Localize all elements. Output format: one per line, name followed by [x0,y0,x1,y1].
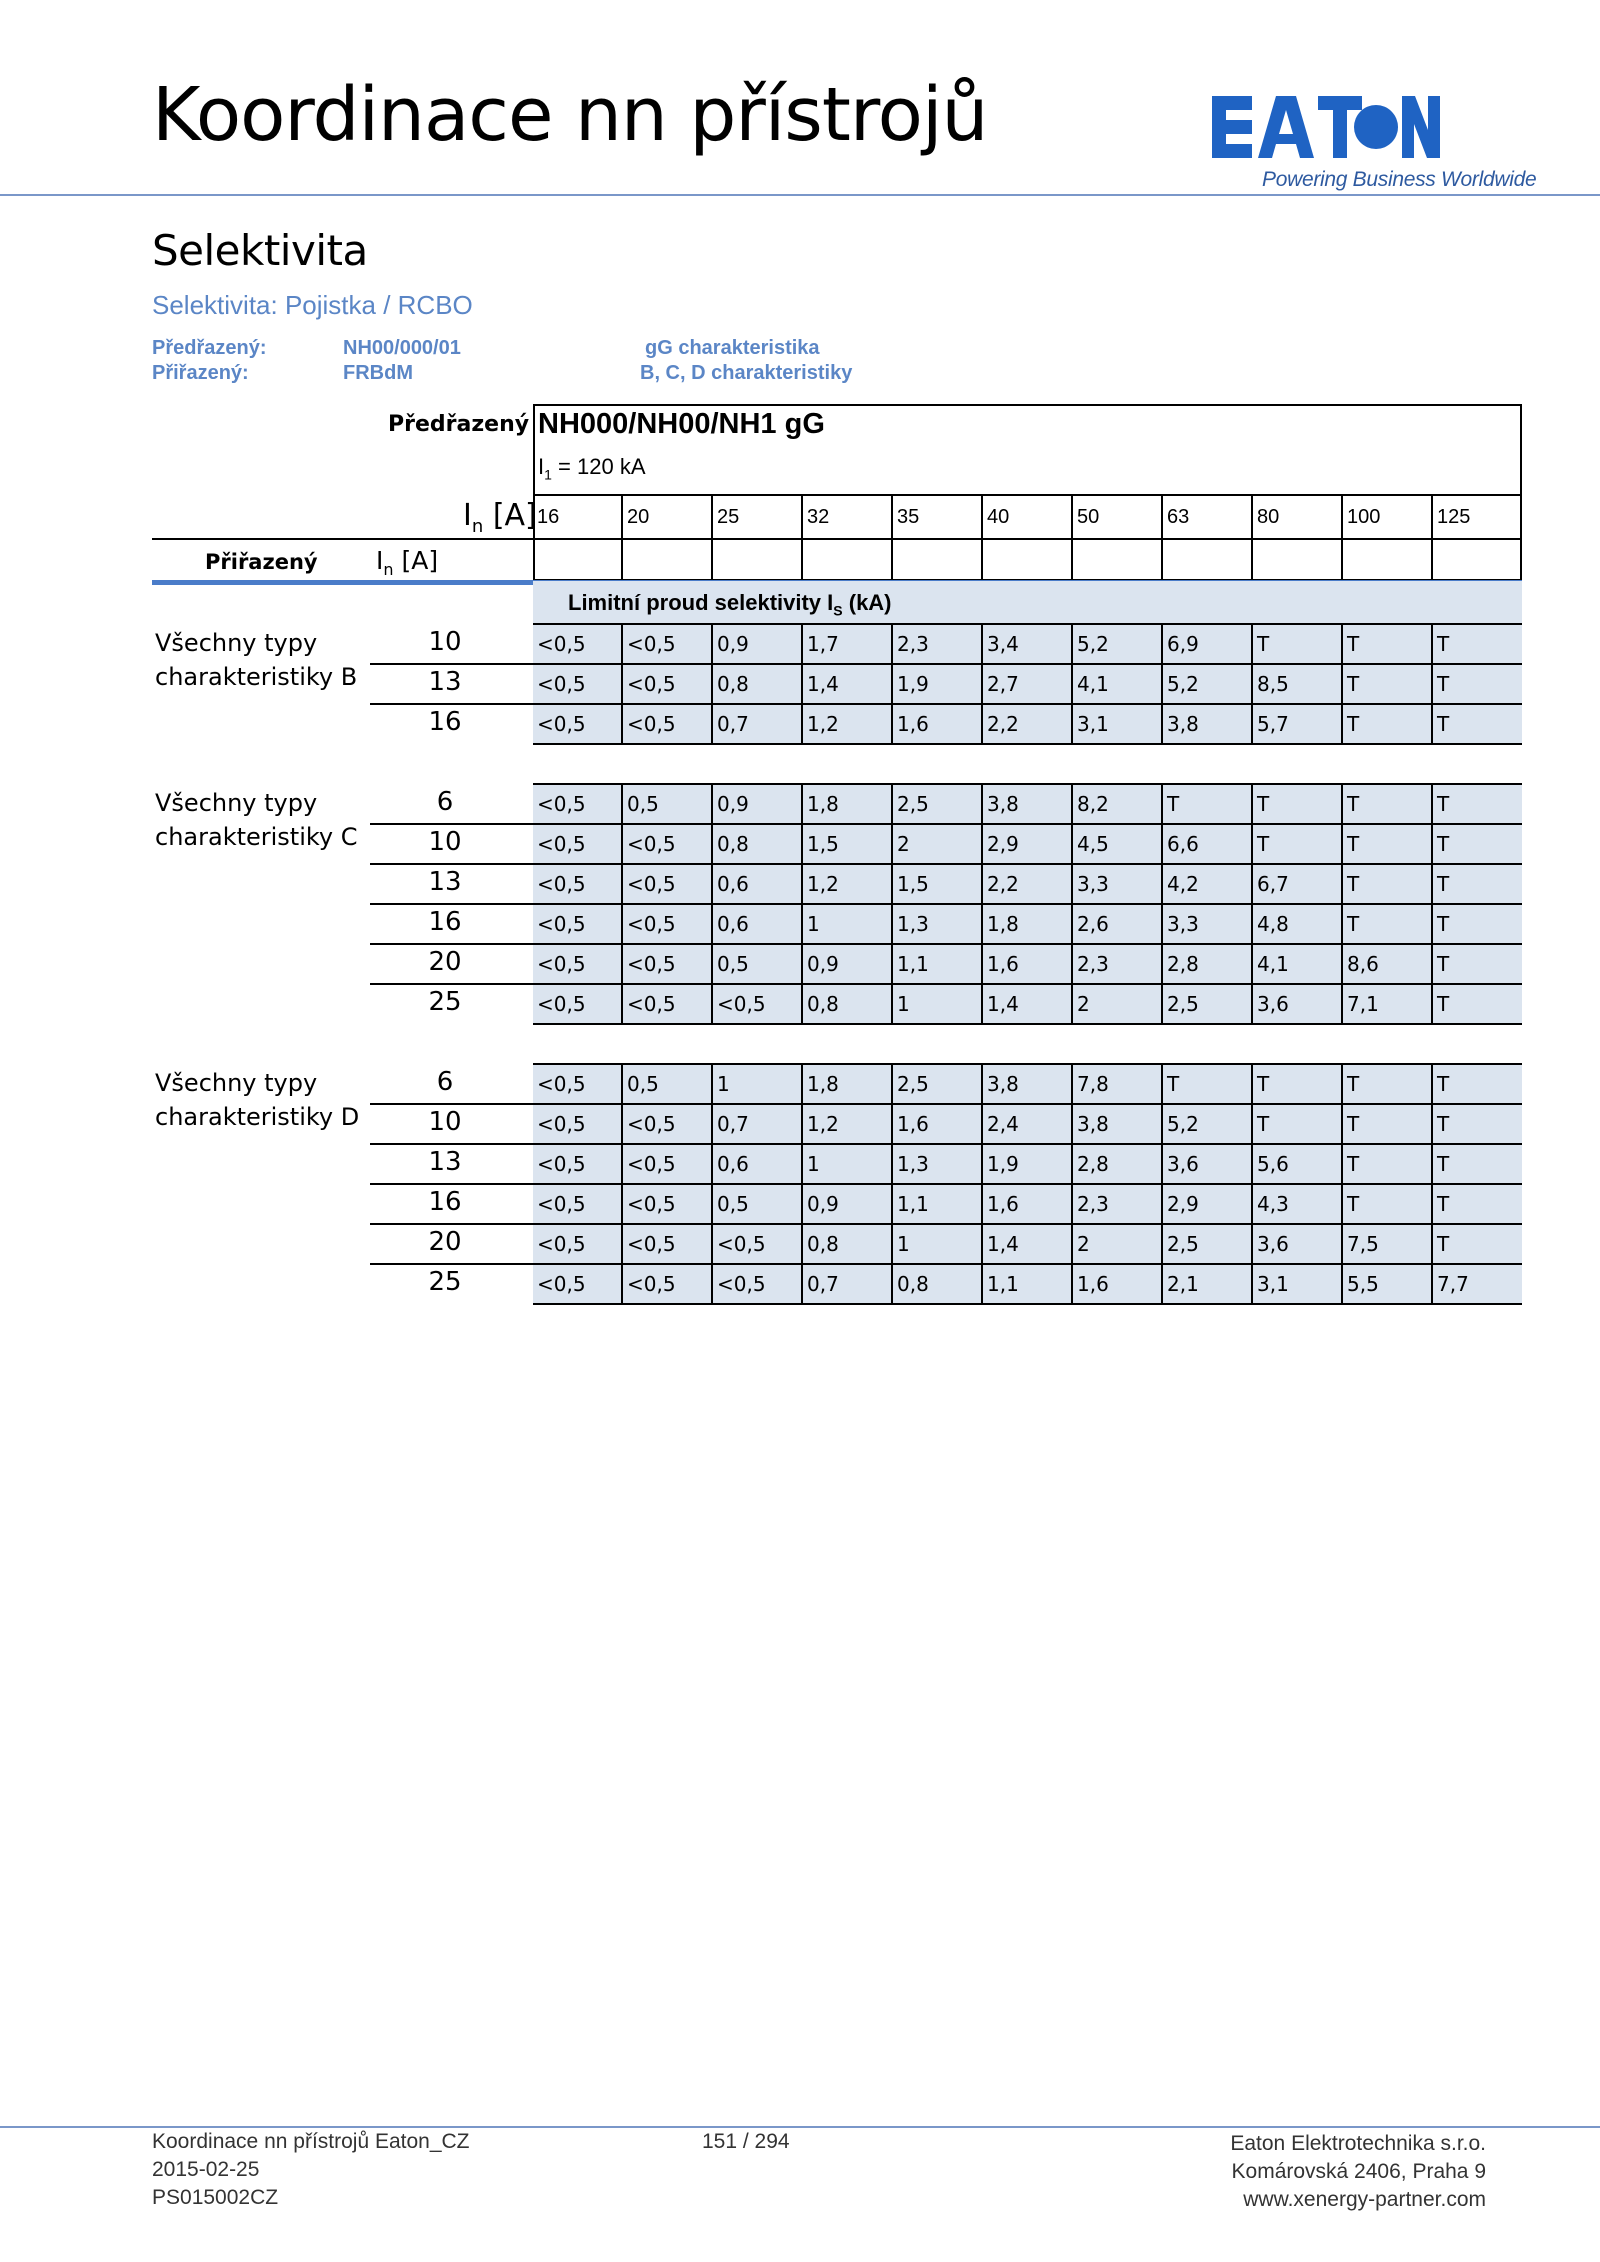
footer-date: 2015-02-25 [152,2158,260,2181]
selectivity-cell: <0,5 [623,1185,713,1223]
selectivity-cell: 6,7 [1253,865,1343,903]
selectivity-cell: 0,6 [713,1145,803,1183]
selectivity-cell: 0,7 [713,1105,803,1143]
selectivity-cell: 1,2 [803,1105,893,1143]
selectivity-cell: 0,5 [623,785,713,823]
selectivity-cell: <0,5 [533,865,623,903]
selectivity-cell: 1,4 [983,1225,1073,1263]
selectivity-cell: 0,9 [713,785,803,823]
selectivity-cell: 1,6 [1073,1265,1163,1303]
selectivity-cell: 3,6 [1163,1145,1253,1183]
selectivity-cell: 1,5 [893,865,983,903]
selectivity-cell: 1,8 [803,785,893,823]
downstream-rating-label: 16 [428,1187,462,1217]
selectivity-cell: 2,6 [1073,905,1163,943]
downstream-rating-label: 25 [428,987,462,1017]
group-label-line2: charakteristiky B [155,663,358,691]
table-row [533,1143,1522,1183]
selectivity-cell: 1,9 [983,1145,1073,1183]
selectivity-cell: 3,4 [983,625,1073,663]
selectivity-cell: 2,3 [1073,1185,1163,1223]
selectivity-cell: 2,5 [1163,1225,1253,1263]
table-row [533,1103,1522,1143]
row-divider [370,823,533,825]
row-divider [370,1183,533,1185]
selectivity-cell: T [1437,792,1450,816]
row-divider [370,863,533,865]
selectivity-cell: <0,5 [623,705,713,743]
selectivity-cell: T [1343,785,1433,823]
selectivity-cell: T [1343,1105,1433,1143]
selectivity-cell: 0,8 [713,665,803,703]
selectivity-cell: 1,8 [983,905,1073,943]
selectivity-cell: <0,5 [623,1225,713,1263]
selectivity-cell: 2,1 [1163,1265,1253,1303]
upstream-rating-cell: 35 [893,496,983,538]
selectivity-cell: <0,5 [533,665,623,703]
selectivity-cell: <0,5 [623,905,713,943]
selectivity-cell: 0,7 [713,705,803,743]
selectivity-cell: T [1253,1105,1343,1143]
selectivity-cell: <0,5 [623,625,713,663]
downstream-rating-label: 13 [428,867,462,897]
selectivity-cell: T [1437,1192,1450,1216]
group-label-line1: Všechny typy [155,789,318,817]
selectivity-cell: 0,9 [803,945,893,983]
selectivity-cell: T [1343,865,1433,903]
selectivity-cell: 4,8 [1253,905,1343,943]
downstream-rating-label: 10 [428,827,462,857]
selectivity-cell: 5,7 [1253,705,1343,743]
selectivity-cell: 5,2 [1163,1105,1253,1143]
downstream-column-header: Přiřazený [205,550,318,574]
selectivity-cell: 3,8 [983,785,1073,823]
selectivity-cell: <0,5 [533,905,623,943]
blank-cell [983,540,1073,581]
table-row [533,1223,1522,1263]
table-row [533,623,1522,663]
downstream-in-label: $I_n$ [A] [376,546,439,579]
selectivity-cell: 0,7 [803,1265,893,1303]
row-divider [370,1143,533,1145]
blank-cell [1253,540,1343,581]
selectivity-cell: 1 [713,1065,803,1103]
table-row [533,663,1522,703]
footer-address: Komárovská 2406, Praha 9 [1231,2160,1486,2183]
blank-cell [1163,540,1253,581]
selectivity-cell: T [1253,825,1343,863]
selectivity-cell: T [1343,1145,1433,1183]
selectivity-cell: 0,6 [713,865,803,903]
selectivity-cell: 2,2 [983,705,1073,743]
selectivity-cell: <0,5 [533,1265,623,1303]
selectivity-cell: 2,4 [983,1105,1073,1143]
upstream-value: NH00/000/01 [343,337,461,359]
selectivity-cell: 1 [803,905,893,943]
selectivity-cell: 5,2 [1073,625,1163,663]
table-row [533,943,1522,983]
upstream-column-header: Předřazený [388,412,530,437]
selectivity-cell: <0,5 [533,1145,623,1183]
table-row [533,703,1522,745]
selectivity-cell: T [1343,665,1433,703]
table-row [533,1263,1522,1305]
selectivity-cell: 2,5 [893,1065,983,1103]
selectivity-cell: 7,5 [1343,1225,1433,1263]
page-title: Koordinace nn přístrojů [152,72,988,158]
upstream-rating-cell: 32 [803,496,893,538]
selectivity-cell: <0,5 [623,865,713,903]
upstream-characteristic: gG charakteristika [645,337,820,359]
selectivity-cell: 1,5 [803,825,893,863]
selectivity-cell: 3,1 [1253,1265,1343,1303]
table-row [533,863,1522,903]
row-divider [370,1263,533,1265]
downstream-rating-label: 16 [428,907,462,937]
selectivity-cell: 1,9 [893,665,983,703]
downstream-rating-label: 20 [428,1227,462,1257]
selectivity-cell: 2,5 [893,785,983,823]
selectivity-cell: <0,5 [533,985,623,1023]
table-row [533,823,1522,863]
logo-tagline: Powering Business Worldwide [1262,168,1537,191]
selectivity-cell: 5,2 [1163,665,1253,703]
selectivity-cell: <0,5 [533,785,623,823]
selectivity-cell: 1,7 [803,625,893,663]
group-label-line1: Všechny typy [155,1069,318,1097]
selectivity-cell: 0,8 [803,1225,893,1263]
header-divider [0,194,1600,196]
selectivity-cell: T [1437,1112,1450,1136]
selectivity-cell: 1,3 [893,1145,983,1183]
row-divider [370,943,533,945]
selectivity-cell: <0,5 [713,1265,803,1303]
selectivity-cell: <0,5 [623,985,713,1023]
section-title: Selektivita [152,226,368,275]
downstream-rating-label: 10 [428,1107,462,1137]
selectivity-cell: 1,3 [893,905,983,943]
selectivity-cell: 2 [1073,1225,1163,1263]
selectivity-cell: 1,4 [803,665,893,703]
selectivity-cell: T [1437,832,1450,856]
selectivity-cell: 1,1 [893,945,983,983]
downstream-rating-label: 16 [428,707,462,737]
selectivity-cell: 1,1 [983,1265,1073,1303]
selectivity-cell: 0,6 [713,905,803,943]
selectivity-cell: 4,3 [1253,1185,1343,1223]
selectivity-cell: T [1437,632,1450,656]
selectivity-cell: 8,2 [1073,785,1163,823]
table-row [533,1063,1522,1103]
selectivity-cell: 7,8 [1073,1065,1163,1103]
blank-cell [803,540,893,581]
selectivity-cell: 4,2 [1163,865,1253,903]
row-divider [370,903,533,905]
selectivity-cell: T [1437,992,1450,1016]
selectivity-cell: T [1163,785,1253,823]
selectivity-cell: 0,8 [713,825,803,863]
selectivity-cell: T [1343,905,1433,943]
selectivity-cell: T [1253,625,1343,663]
selectivity-cell: T [1437,672,1450,696]
selectivity-cell: 1,6 [983,945,1073,983]
selectivity-cell: T [1343,625,1433,663]
selectivity-cell: <0,5 [533,825,623,863]
selectivity-cell: T [1343,1185,1433,1223]
selectivity-cell: 7,1 [1343,985,1433,1023]
blank-cell [893,540,983,581]
downstream-rating-label: 6 [436,1067,454,1097]
selectivity-cell: T [1163,1065,1253,1103]
selectivity-cell: 6,9 [1163,625,1253,663]
selectivity-cell: 7,7 [1437,1272,1469,1296]
downstream-rating-label: 20 [428,947,462,977]
selectivity-cell: 0,9 [803,1185,893,1223]
upstream-rating-cell: 16 [533,496,623,538]
selectivity-cell: 1,2 [803,865,893,903]
upstream-rating-cell: 20 [623,496,713,538]
selectivity-cell: 3,6 [1253,985,1343,1023]
selectivity-cell: <0,5 [713,985,803,1023]
selectivity-cell: 1,8 [803,1065,893,1103]
subsection-title: Selektivita: Pojistka / RCBO [152,290,473,320]
upstream-rating-cell: 40 [983,496,1073,538]
selectivity-cell: 2,8 [1163,945,1253,983]
selectivity-cell: 2,2 [983,865,1073,903]
upstream-device: NH000/NH00/NH1 gG [538,408,825,440]
selectivity-cell: <0,5 [533,1185,623,1223]
upstream-label: Předřazený: [152,337,267,359]
downstream-value: FRBdM [343,362,413,384]
selectivity-cell: 8,6 [1343,945,1433,983]
selectivity-cell: 2,3 [893,625,983,663]
eaton-logo [1212,96,1440,158]
downstream-rating-label: 6 [436,787,454,817]
selectivity-cell: 1,1 [893,1185,983,1223]
selectivity-cell: 3,8 [983,1065,1073,1103]
selectivity-cell: T [1437,1072,1450,1096]
selectivity-cell: <0,5 [623,1145,713,1183]
selectivity-label: Limitní proud selektivity $I_S$ (kA) [568,590,892,619]
footer-doc-code: PS015002CZ [152,2186,279,2209]
downstream-rating-label: 10 [428,627,462,657]
blank-cell [713,540,803,581]
selectivity-cell: <0,5 [533,705,623,743]
selectivity-cell: <0,5 [623,945,713,983]
selectivity-cell: T [1437,952,1450,976]
group-label-line2: charakteristiky D [155,1103,360,1131]
row-divider [370,703,533,705]
selectivity-cell: 2,8 [1073,1145,1163,1183]
selectivity-cell: T [1437,912,1450,936]
selectivity-cell: 8,5 [1253,665,1343,703]
selectivity-cell: 1,4 [983,985,1073,1023]
blank-cell [533,540,623,581]
upstream-rating-cell: 63 [1163,496,1253,538]
selectivity-cell: 1 [803,1145,893,1183]
selectivity-cell: 0,5 [623,1065,713,1103]
footer-website: www.xenergy-partner.com [1243,2188,1486,2211]
selectivity-cell: 2,5 [1163,985,1253,1023]
selectivity-cell: 3,3 [1163,905,1253,943]
downstream-rating-label: 13 [428,1147,462,1177]
blank-cell [1433,540,1522,581]
selectivity-cell: 5,5 [1343,1265,1433,1303]
selectivity-cell: <0,5 [623,825,713,863]
selectivity-cell: 1,6 [893,1105,983,1143]
row-divider [370,663,533,665]
selectivity-cell: 2 [893,825,983,863]
selectivity-cell: 4,1 [1073,665,1163,703]
blank-cell [1343,540,1433,581]
downstream-rating-label: 13 [428,667,462,697]
selectivity-cell: 2 [1073,985,1163,1023]
selectivity-cell: <0,5 [533,1225,623,1263]
selectivity-cell: 3,1 [1073,705,1163,743]
selectivity-cell: 3,8 [1073,1105,1163,1143]
row-divider [370,1223,533,1225]
selectivity-cell: T [1343,825,1433,863]
selectivity-cell: 0,5 [713,945,803,983]
selectivity-cell: T [1343,1065,1433,1103]
selectivity-cell: <0,5 [533,945,623,983]
upstream-rating-cell: 80 [1253,496,1343,538]
group-label-line1: Všechny typy [155,629,318,657]
selectivity-cell: <0,5 [533,1105,623,1143]
group-label-line2: charakteristiky C [155,823,358,851]
table-row [533,783,1522,823]
selectivity-cell: <0,5 [713,1225,803,1263]
row-divider [370,983,533,985]
downstream-characteristic: B, C, D charakteristiky [640,362,853,384]
selectivity-cell: 2,9 [1163,1185,1253,1223]
selectivity-cell: <0,5 [623,1105,713,1143]
selectivity-cell: <0,5 [533,625,623,663]
selectivity-cell: T [1437,712,1450,736]
selectivity-cell: 1,6 [893,705,983,743]
upstream-breaking-capacity: $I_1 = 120$ kA [538,454,646,483]
upstream-rating-cell: 25 [713,496,803,538]
table-row [533,1183,1522,1223]
selectivity-cell: T [1437,1232,1450,1256]
footer-doc-name: Koordinace nn přístrojů Eaton_CZ [152,2130,470,2153]
selectivity-cell: <0,5 [623,1265,713,1303]
selectivity-cell: 1 [893,985,983,1023]
upstream-rating-cell: 50 [1073,496,1163,538]
downstream-header-rule [152,538,533,540]
selectivity-cell: T [1343,705,1433,743]
table-row [533,903,1522,943]
selectivity-cell: 4,1 [1253,945,1343,983]
selectivity-cell: 2,9 [983,825,1073,863]
selectivity-cell: <0,5 [623,665,713,703]
footer-company: Eaton Elektrotechnika s.r.o. [1230,2132,1486,2155]
row-divider [370,1103,533,1105]
selectivity-cell: 3,8 [1163,705,1253,743]
upstream-rating-cell: 100 [1343,496,1433,538]
blank-cell [623,540,713,581]
selectivity-cell: 2,3 [1073,945,1163,983]
upstream-ratings-row [533,494,1522,538]
selectivity-cell: 3,6 [1253,1225,1343,1263]
selectivity-cell: 2,7 [983,665,1073,703]
selectivity-cell: 1,2 [803,705,893,743]
selectivity-cell: 1,6 [983,1185,1073,1223]
selectivity-cell: T [1437,872,1450,896]
blank-row [533,538,1522,581]
selectivity-cell: 3,3 [1073,865,1163,903]
selectivity-cell: 0,8 [803,985,893,1023]
downstream-rating-label: 25 [428,1267,462,1297]
selectivity-cell: 0,5 [713,1185,803,1223]
selectivity-cell: 0,9 [713,625,803,663]
footer-page-number: 151 / 294 [702,2130,790,2153]
selectivity-cell: 5,6 [1253,1145,1343,1183]
selectivity-cell: 0,8 [893,1265,983,1303]
selectivity-cell: <0,5 [533,1065,623,1103]
selectivity-cell: T [1437,1152,1450,1176]
table-row [533,983,1522,1025]
selectivity-cell: 6,6 [1163,825,1253,863]
selectivity-cell: T [1253,1065,1343,1103]
downstream-label: Přiřazený: [152,362,249,384]
upstream-rating-cell: 125 [1437,505,1471,528]
selectivity-cell: T [1253,785,1343,823]
in-label: $I_n$ [A] [463,498,537,537]
selectivity-cell: 1 [893,1225,983,1263]
selectivity-cell: 4,5 [1073,825,1163,863]
blank-cell [1073,540,1163,581]
